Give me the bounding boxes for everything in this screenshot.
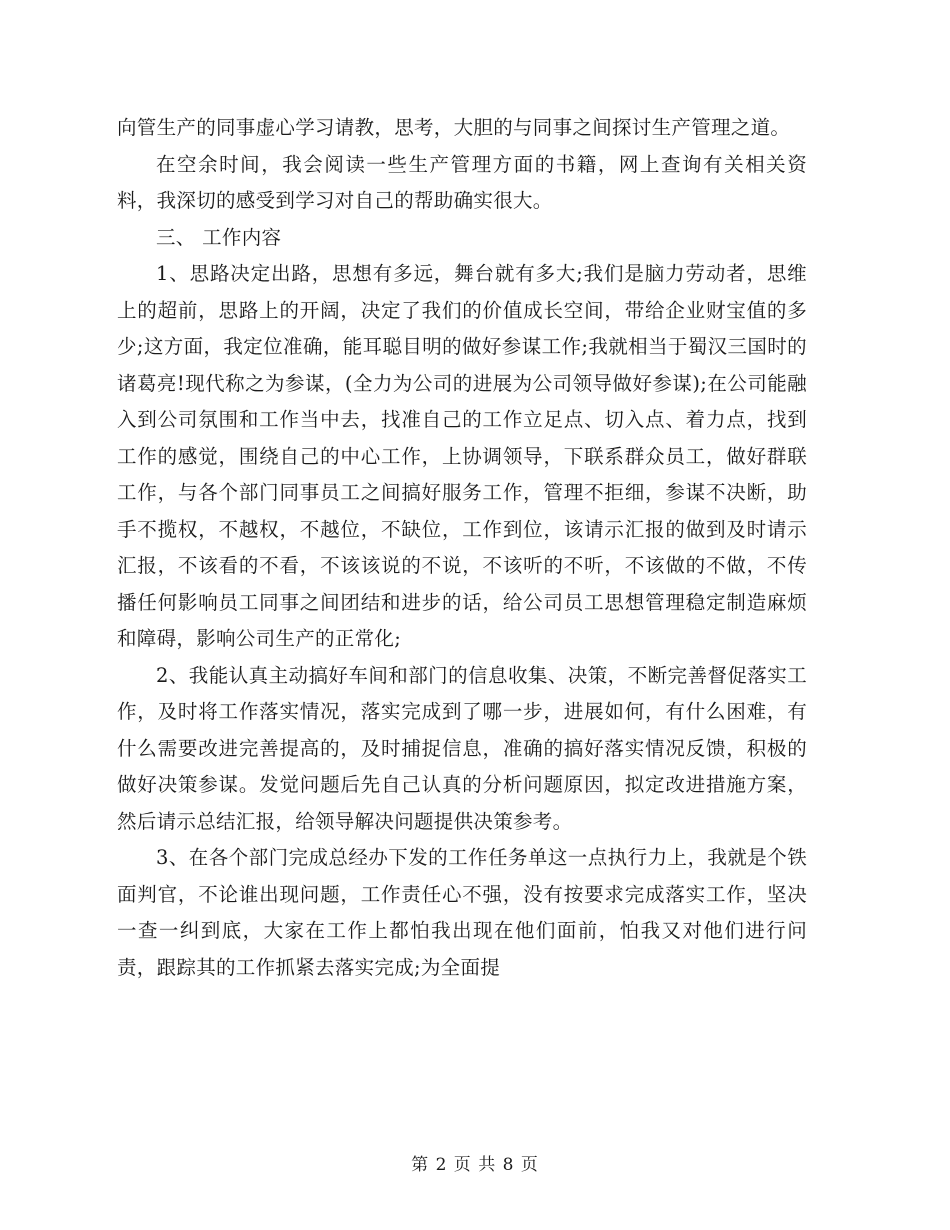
document-body	[117, 110, 807, 986]
paragraph-item-3: 3、在各个部门完成总经办下发的工作任务单这一点执行力上，我就是个铁面判官，不论谁出现问题，工作责任心不强，没有按要求完成落实工作，坚决一查一纠到底，大家在工作上都怕我出现在他们面前，怕我又对他们进行问责，跟踪其的工作抓紧去落实完成;为全面提	[117, 846, 807, 979]
paragraph-2: 在空余时间，我会阅读一些生产管理方面的书籍，网上查询有关相关资料，我深切的感受到学习对自己的帮助确实很大。	[117, 152, 807, 212]
paragraph-item-1: 1、思路决定出路，思想有多远，舞台就有多大;我们是脑力劳动者，思维上的超前，思路上的开阔，决定了我们的价值成长空间，带给企业财宝值的多少;这方面，我定位准确，能耳聪目明的做好参谋工作;我就相当于蜀汉三国时的诸葛亮!现代称之为参谋，(全力为公司的进展为公司领导做好参谋);在公司能融入到公司氛围和工作当中去，找准自己的工作立足点、切入点、着力点，找到工作的感觉，围绕自己的中心工作，上协调领导，下联系群众员工，做好群联工作，与各个部门同事员工之间搞好服务工作，管理不拒细，参谋不决断，助手不揽权，不越权，不越位，不缺位，工作到位，该请示汇报的做到及时请示汇报，不该看的不看，不该该说的不说，不该听的不听，不该做的不做，不传播任何影响员工同事之间团结和进步的话，给公司员工思想管理稳定制造麻烦和障碍，影响公司生产的正常化;	[117, 262, 807, 650]
paragraph-item-2: 2、我能认真主动搞好车间和部门的信息收集、决策，不断完善督促落实工作，及时将工作落实情况，落实完成到了哪一步，进展如何，有什么困难，有什么需要改进完善提高的，及时捕捉信息，准确的搞好落实情况反馈，积极的做好决策参谋。发觉问题后先自己认真的分析问题原因，拟定改进措施方案，然后请示总结汇报，给领导解决问题提供决策参考。	[117, 663, 807, 833]
paragraph-1: 向管生产的同事虚心学习请教，思考，大胆的与同事之间探讨生产管理之道。	[117, 116, 791, 139]
page-number-footer: 第 2 页 共 8 页	[411, 1155, 539, 1175]
section-heading: 三、 工作内容	[156, 225, 282, 249]
